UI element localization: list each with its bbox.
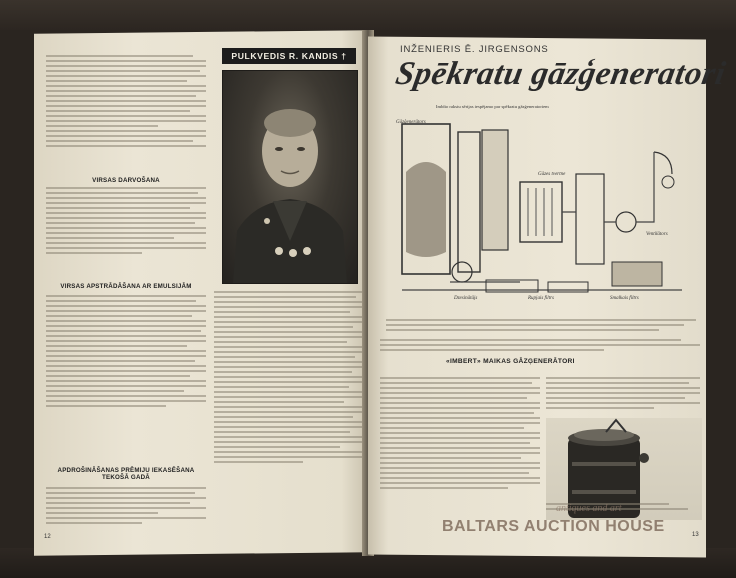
watermark-logo: BALTARS AUCTION HOUSE: [442, 518, 665, 535]
diagram-label-coarse-filter: Rupjais filtrs: [528, 296, 554, 301]
diagram-caption: [386, 316, 696, 334]
left-text-block-2: [46, 184, 206, 257]
article-author: INŽENIERIS Ē. JIRGENSONS: [400, 44, 549, 55]
portrait-photo: [222, 70, 358, 284]
section-head-virsas-apstradasana: VIRSAS APSTRĀDĀŠANA AR EMULSIJĀM: [60, 283, 192, 290]
left-text-block-1: [46, 52, 206, 150]
portrait-banner: PULKVEDIS R. KANDIS †: [222, 48, 356, 64]
portrait-caption: [214, 288, 362, 466]
right-text-column-2: [546, 374, 700, 412]
diagram-label-generator: Gāzģenerātors: [396, 120, 426, 125]
diagram-label-gas-tank: Gāzes tvertne: [538, 172, 566, 177]
article-title: Spēkratu gāzģeneratori: [392, 56, 729, 92]
right-intro-text: [380, 336, 700, 354]
article-subtitle: Imbīto rakstu sērijas iespējamo par spēkratu gāzģeneratoriem: [436, 104, 549, 109]
section-head-imbert: «IMBERT» MAIKAS GĀZĢENERĀTORI: [446, 358, 575, 365]
diagram-label-cooler: Dzesinātājs: [454, 296, 478, 301]
portrait-figure-icon: [223, 71, 357, 283]
gas-generator-diagram: [382, 112, 702, 312]
left-text-block-3: [46, 292, 206, 410]
watermark-subtitle: antiques and art: [556, 503, 622, 514]
left-text-block-4: [46, 484, 206, 527]
diagram-label-fan: Ventilātors: [646, 232, 668, 237]
section-head-apdrosinasanas: APDROŠINĀŠANAS PRĒMIJU IEKASĒŠANA TEKOŠĀ GADĀ: [57, 467, 195, 481]
background-top: [0, 0, 736, 30]
diagram-label-fine-filter: Smalkais filtrs: [610, 296, 639, 301]
right-text-column: [380, 374, 540, 492]
left-page-number: 12: [44, 534, 51, 540]
right-page-number: 13: [692, 532, 699, 538]
section-head-virsas-darvosana: VIRSAS DARVOŠANA: [92, 177, 160, 184]
